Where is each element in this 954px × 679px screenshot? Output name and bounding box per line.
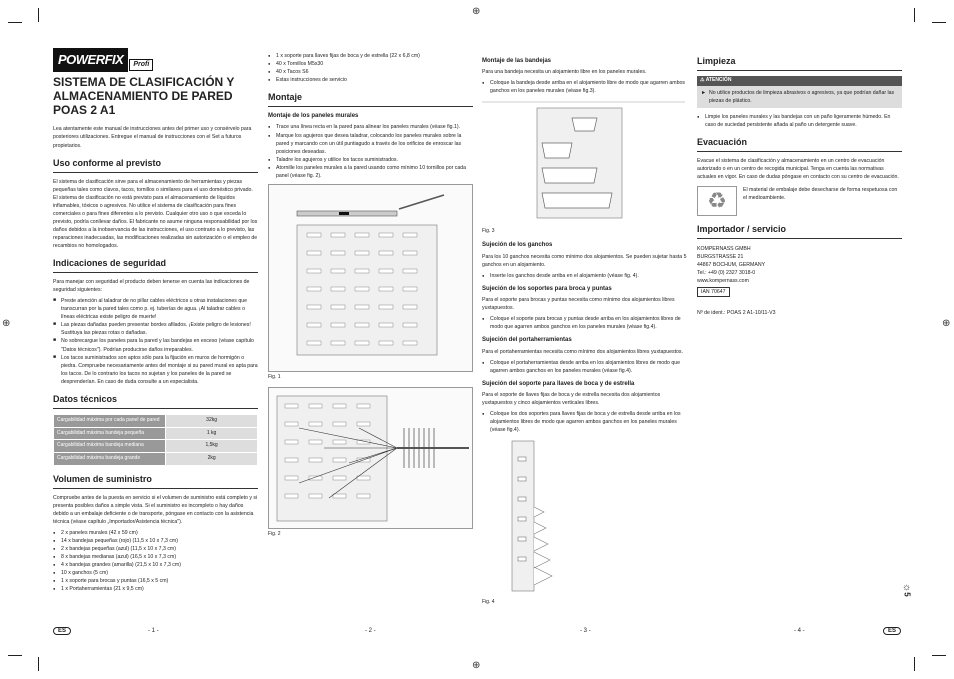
seguridad-list bbox=[53, 297, 258, 386]
volumen-intro: Compruebe antes de la puesta en servicio si el volumen de suministro está completo y si presenta posibles daños a simple vista. Si el suministro es incompleto o hay daños debido a un embalaje deficiente o de transporte, póngase en contacto con la asistencia técnica (véase capítulo „Importador/Asistencia técnica"). bbox=[53, 494, 258, 525]
list-item: ● Coloque el soporte para brocas y puntas desde arriba en los alojamientos libres de modo que agarren ambos ganchos en los paneles murales (véase fig.4). bbox=[482, 315, 687, 331]
porta-list bbox=[482, 359, 687, 375]
list-item: ■ Los tacos suministrados son aptos sólo para la fijación en muros de hormigón o piedra. Compruebe necesariamente antes del montaje si su pared mural es apta para los tacos. De lo contrario los tacos no sujetan y los paneles de la pared se desprenderían. En caso de duda consulte a un especialista. bbox=[53, 354, 258, 386]
crop-mark bbox=[914, 8, 915, 22]
side-page-number: 5 bbox=[902, 592, 912, 597]
intro-text: Lea atentamente este manual de instrucciones antes del primer uso y consérvelo para posteriores utilizaciones. Entregue el manual de instrucciones con el Set a futuros propietarios. bbox=[53, 126, 252, 149]
figure-2 bbox=[268, 387, 473, 529]
table-cell: Cargabilidad máxima bandeja pequeña bbox=[54, 427, 166, 440]
table-row bbox=[54, 440, 258, 453]
registration-mark-icon: ⊕ bbox=[942, 318, 951, 329]
list-item: ● 1 x Portaherramientas (21 x 9,5 cm) bbox=[53, 585, 258, 593]
figure-1 bbox=[268, 184, 473, 372]
ganchos-intro: Para los 10 ganchos necesita como mínimo dos alojamientos. Se pueden sujetar hasta 5 ganchos en un alojamiento. bbox=[482, 253, 687, 268]
panel-screws-illustration bbox=[269, 388, 472, 528]
table-cell: 32kg bbox=[166, 414, 258, 427]
recycle-icon: ♻ bbox=[697, 186, 737, 216]
list-item: ● Coloque los dos soportes para llaves fijas de boca y de estrella desde arriba en los alojamientos libres de modo que agarren ambos ganchos en los paneles murales (véase fig.4). bbox=[482, 410, 687, 434]
list-item: ■ No sobrecargue los paneles para la pared y las bandejas en exceso (véase capítulo "Datos técnicos"). Podrían producirse daños irreparables. bbox=[53, 337, 258, 353]
registration-mark-icon: ⊕ bbox=[2, 318, 11, 329]
list-item: ● 1 x soporte para brocas y puntas (16,5 x 5 cm) bbox=[53, 577, 258, 585]
warning-box bbox=[697, 76, 902, 108]
heading-volumen: Volumen de suministro bbox=[53, 473, 258, 489]
list-item: ■ Las piezas dañadas pueden presentar bordes afilados. ¡Existe peligro de lesiones! Sustituya las piezas rotas o dañadas. bbox=[53, 321, 258, 337]
warning-icon: ⚠ bbox=[700, 76, 706, 83]
arrow-icon: ► bbox=[701, 89, 707, 96]
paneles-list bbox=[268, 123, 473, 179]
heading-limpieza: Limpieza bbox=[697, 55, 902, 71]
list-item: ● Taladre los agujeros y utilice los tacos suministrados. bbox=[268, 156, 473, 164]
column-4 bbox=[697, 48, 902, 320]
heading-llaves: Sujeción del soporte para llaves de boca y de estrella bbox=[482, 380, 635, 387]
table-row bbox=[54, 427, 258, 440]
ident-number: Nº de ident.: POAS 2 A1-10/11-V3 bbox=[697, 310, 776, 317]
crop-mark bbox=[932, 22, 946, 23]
figure-2-caption: Fig. 2 bbox=[268, 530, 281, 537]
language-badge: ES bbox=[883, 627, 901, 635]
list-item: ● Trace una línea recta en la pared para alinear los paneles murales (véase fig.1). bbox=[268, 123, 473, 131]
list-item: ● 4 x bandejas grandes (amarilla) (21,5 x 10 x 7,3 cm) bbox=[53, 561, 258, 569]
list-item: ● 40 x Tacos S6 bbox=[268, 68, 473, 76]
crop-mark bbox=[8, 22, 22, 23]
bandejas-list bbox=[482, 79, 687, 95]
logo-sub: Profi bbox=[129, 59, 153, 72]
company-name: KOMPERNASS GMBH bbox=[697, 246, 751, 252]
company-tel: Tel.: +49 (0) 2327 3018-0 bbox=[697, 270, 756, 277]
warning-header bbox=[697, 76, 902, 86]
table-row bbox=[54, 414, 258, 427]
page-number: - 2 - bbox=[365, 628, 376, 634]
column-1 bbox=[53, 48, 258, 596]
list-item: ● 8 x bandejas medianas (azul) (16,5 x 10 x 7,3 cm) bbox=[53, 553, 258, 561]
heading-ganchos: Sujeción de los ganchos bbox=[482, 242, 553, 249]
list-item: ● 1 x soporte para llaves fijas de boca y de estrella (22 x 6,8 cm) bbox=[268, 52, 473, 60]
company-web[interactable]: www.kompernass.com bbox=[697, 278, 749, 285]
list-item: ● 40 x Tornillos M5x30 bbox=[268, 60, 473, 68]
page-number: - 4 - bbox=[794, 628, 805, 634]
bandejas-intro: Para una bandeja necesita un alojamiento libre en los paneles murales. bbox=[482, 69, 647, 76]
list-item: ● Atornille los paneles murales a la pared usando como mínimo 10 tornillos por cada panel (véase fig. 2). bbox=[268, 164, 473, 180]
crop-mark bbox=[914, 657, 915, 671]
warning-text: No utilice productos de limpieza abrasivos o agresivos, ya que podrían dañar las piezas de plástico. bbox=[709, 89, 895, 104]
language-badge: ES bbox=[53, 627, 71, 635]
wall-panel-illustration bbox=[269, 185, 472, 371]
porta-intro: Para el portaherramientas necesita como mínimo dos alojamientos libres yuxtapuestos. bbox=[482, 348, 683, 355]
llaves-intro: Para el soporte de llaves fijas de boca y de estrella necesita dos alojamientos yuxtapuestos y cinco alojamientos verticales libres. bbox=[482, 392, 661, 407]
table-cell: 2kg bbox=[166, 453, 258, 466]
company-street: BURGSTRASSE 21 bbox=[697, 254, 744, 261]
heading-importador: Importador / servicio bbox=[697, 223, 902, 239]
list-item: ● 2 x paneles murales (42 x 59 cm) bbox=[53, 529, 258, 537]
table-row bbox=[54, 453, 258, 466]
table-cell: Cargabilidad máxima bandeja grande bbox=[54, 453, 166, 466]
warning-title: ATENCIÓN bbox=[705, 76, 732, 83]
crop-mark bbox=[38, 657, 39, 671]
sun-icon: ☼ bbox=[902, 582, 912, 593]
list-item: ● Estas instrucciones de servicio bbox=[268, 76, 473, 84]
tray-mounting-illustration bbox=[482, 98, 685, 224]
figure-1-caption: Fig. 1 bbox=[268, 373, 281, 380]
crop-mark bbox=[932, 655, 946, 656]
heading-portaherramientas: Sujeción del portaherramientas bbox=[482, 337, 572, 344]
company-city: 44867 BOCHUM, GERMANY bbox=[697, 262, 766, 269]
ganchos-list bbox=[482, 272, 687, 280]
list-item: ● 14 x bandejas pequeñas (rojo) (11,5 x 10 x 7,3 cm) bbox=[53, 537, 258, 545]
page-number: - 3 - bbox=[580, 628, 591, 634]
recycle-block bbox=[697, 186, 902, 216]
warning-body bbox=[701, 89, 898, 105]
heading-brocas: Sujeción de los soportes para broca y puntas bbox=[482, 285, 612, 292]
crop-mark bbox=[38, 8, 39, 22]
figure-4 bbox=[482, 437, 687, 597]
list-item: ● 10 x ganchos (5 cm) bbox=[53, 569, 258, 577]
figure-3 bbox=[482, 98, 687, 226]
figure-4-caption: Fig. 4 bbox=[482, 599, 495, 606]
llaves-list bbox=[482, 410, 687, 434]
logo-brand: POWERFIX bbox=[53, 48, 128, 72]
document-title: SISTEMA DE CLASIFICACIÓN Y ALMACENAMIENTO DE PARED POAS 2 A1 bbox=[53, 75, 235, 117]
limpieza-list bbox=[697, 113, 902, 129]
table-cell: 1,5kg bbox=[166, 440, 258, 453]
seguridad-intro: Para manejar con seguridad el producto deben tenerse en cuenta las indicaciones de seguridad siguientes: bbox=[53, 279, 250, 294]
list-item: ■ Preste atención al taladrar de no pillar cables eléctricos u otras instalaciones que transcurran por la pared tales como p. ej. tuberías de agua. ¡Al taladrar cables o líneas eléctricas existe peligro de muerte! bbox=[53, 297, 258, 321]
registration-mark-icon: ⊕ bbox=[472, 660, 481, 671]
table-cell: Cargabilidad máxima por cada panel de pared bbox=[54, 414, 166, 427]
figure-3-caption: Fig. 3 bbox=[482, 228, 495, 235]
column-3 bbox=[482, 52, 687, 612]
list-item: ● 2 x bandejas pequeñas (azul) (11,5 x 10 x 7,3 cm) bbox=[53, 545, 258, 553]
brocas-intro: Para el soporte para brocas y puntas necesita como mínimo dos alojamientos libres yuxtapuestos. bbox=[482, 297, 675, 312]
heading-montaje: Montaje bbox=[268, 91, 473, 107]
column-2 bbox=[268, 52, 473, 543]
list-item: ● Coloque la bandeja desde arriba en el alojamiento libre de modo que agarren ambos ganchos en los paneles murales (véase fig.3). bbox=[482, 79, 687, 95]
volumen-list bbox=[53, 529, 258, 594]
heading-seguridad: Indicaciones de seguridad bbox=[53, 257, 258, 273]
heading-uso: Uso conforme al previsto bbox=[53, 157, 258, 173]
heading-bandejas: Montaje de las bandejas bbox=[482, 58, 552, 64]
heading-evacuacion: Evacuación bbox=[697, 136, 902, 152]
list-item: ● Coloque el portaherramientas desde arriba en los alojamientos libres de modo que agarren ambos ganchos en los paneles murales (véase fig.4). bbox=[482, 359, 687, 375]
accessories-illustration bbox=[482, 437, 685, 595]
crop-mark bbox=[8, 655, 22, 656]
table-cell: Cargabilidad máxima bandeja mediana bbox=[54, 440, 166, 453]
page-number: - 1 - bbox=[148, 628, 159, 634]
list-item: ● Marque los agujeros que desea taladrar, colocando los paneles murales sobre la pared y marcando con un útil puntiagudo a través de los orificios de enroscar las posiciones deseadas. bbox=[268, 132, 473, 156]
ian-box: IAN 70647 bbox=[697, 287, 730, 297]
heading-paneles: Montaje de los paneles murales bbox=[268, 113, 359, 120]
datos-table bbox=[53, 414, 258, 466]
brand-logo bbox=[53, 48, 258, 72]
evacuacion-text: Evacue el sistema de clasificación y almacenamiento en un centro de evacuación autorizado o en un centro de recogida municipal. Tenga en cuenta las normativas actuales en vigor. En caso de dudas póngase en contacto con su centro de evacuación. bbox=[697, 157, 899, 180]
brocas-list bbox=[482, 315, 687, 331]
registration-mark-icon: ⊕ bbox=[472, 6, 481, 17]
list-item: ● Limpie los paneles murales y las bandejas con un paño ligeramente húmedo. En caso de suciedad persistente añada al paño un detergente suave. bbox=[697, 113, 902, 129]
uso-text: El sistema de clasificación sirve para el almacenamiento de herramientas y piezas pequeñas tales como clavos, tacos, tornillos o similares para el uso doméstico privado. El sistema de clasificación no está previsto para el almacenamiento de líquidos inflamables, tóxicos o agresivos. No utilice el sistema de clasificación para fines comerciales o para fines diferentes a lo previsto. Cualquier otro uso o que exceda lo previsto, podría conllevar daños. El fabricante no asume ninguna responsabilidad por los daños debidos a la inobservancia de las instrucciones, el uso contrario a lo previsto, las reparaciones inadecuadas, las modificaciones realizadas sin autorización o el empleo de recambios no homologados. bbox=[53, 178, 258, 250]
suministro-continued-list bbox=[268, 52, 473, 84]
table-cell: 1 kg bbox=[166, 427, 258, 440]
list-item: ● Inserte los ganchos desde arriba en el alojamiento (véase fig. 4). bbox=[482, 272, 687, 280]
heading-datos: Datos técnicos bbox=[53, 393, 258, 409]
recycle-text: El material de embalaje debe desecharse de forma respetuosa con el medioambiente. bbox=[743, 187, 898, 202]
